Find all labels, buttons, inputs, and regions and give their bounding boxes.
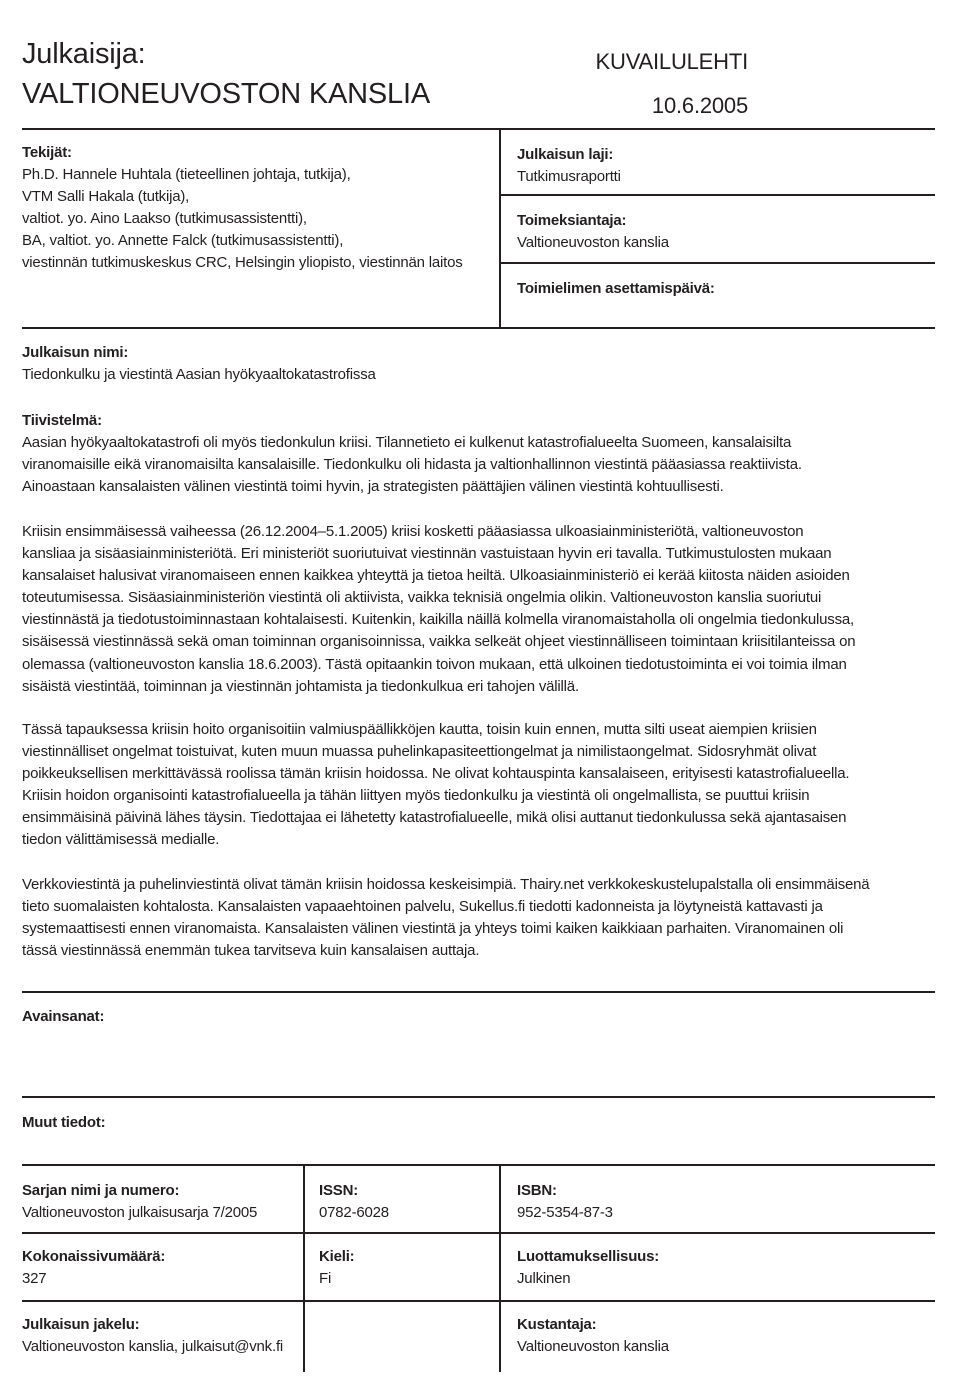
abstract-line: Kriisin hoidon organisointi katastrofialueella ja tähän liittyen myös tiedonkulku ja viestintä oli ongelmallista, se puuttui kriisin: [22, 787, 810, 805]
series-value: Valtioneuvoston julkaisusarja 7/2005: [22, 1204, 258, 1221]
publication-type-value: Tutkimusraportti: [517, 168, 621, 185]
abstract-line: viranomaisille eikä viranomaisilta kansalaisille. Tiedonkulku oli hidasta ja valtionhallinnon viestintä pääasiassa reaktiivista.: [22, 456, 802, 474]
appointment-date-label: Toimielimen asettamispäivä:: [517, 280, 715, 297]
abstract-line: poikkeuksellisen merkittävässä roolissa tämän kriisin hoidossa. Ne olivat kohtauspinta kansalaiseen, erityisesti katastrofialueella.: [22, 765, 850, 783]
divider-info-2: [499, 262, 935, 264]
abstract-line: ensimmäisinä päivinä lähes täysin. Tiedottajaa ei lähetetty katastrofialueelle, mikä olisi auttanut tiedonkulussa sekä ajantasaisen: [22, 809, 847, 827]
details-row-divider-1: [22, 1232, 935, 1234]
abstract-line: olemassa (valtioneuvoston kanslia 18.6.2003). Tästä opitaankin toivon mukaan, että ulkoinen tiedotustoiminta ei voi toimia ilman: [22, 655, 847, 673]
isbn-cell: [517, 1180, 613, 1224]
language-label: Kieli:: [319, 1248, 355, 1265]
distribution-cell: [22, 1314, 283, 1358]
abstract-line: sisäistä viestintää, toiminnan ja viestinnän johtamista ja tiedonkulkua eri tahojen välillä.: [22, 677, 579, 695]
abstract-line: Tässä tapauksessa kriisin hoito organisoitiin valmiuspäällikköjen kautta, toisin kuin ennen, mutta silti useat aiempien kriisien: [22, 721, 817, 738]
issn-cell: [319, 1180, 389, 1224]
divider-keywords: [22, 991, 935, 993]
publisher-cell: [517, 1314, 669, 1358]
abstract-line: kansalaiset halusivat viranomaiseen ennen kaikkea yhteyttä ja tietoa heiltä. Ulkoasiainministeriö ei kerää kiitosta näiden asioiden: [22, 567, 850, 585]
abstract-paragraph-3: [22, 719, 937, 852]
divider-top: [22, 128, 935, 130]
language-value: Fi: [319, 1270, 332, 1287]
abstract-paragraph-4: [22, 874, 937, 962]
title-block: [22, 342, 376, 386]
publisher-detail-label: Kustantaja:: [517, 1316, 597, 1333]
abstract-line: Ainoastaan kansalaisten välinen viestintä toimi hyvin, ja strategisten päättäjien välinen viestintä kohtuullisesti.: [22, 478, 724, 496]
language-cell: [319, 1246, 354, 1290]
author-line: BA, valtiot. yo. Annette Falck (tutkimusassistentti),: [22, 232, 344, 249]
abstract-line: Verkkoviestintä ja puhelinviestintä olivat tämän kriisin hoidossa keskeisimpiä. Thairy.net verkkokeskustelupalstalla oli ensimmäisenä: [22, 876, 870, 893]
commissioner-label: Toimeksiantaja:: [517, 212, 627, 229]
pages-label: Kokonaissivumäärä:: [22, 1248, 166, 1265]
abstract-line: toteutumisessa. Sisäasiainministeriön viestintä oli aktiivista, vaikka teknisiä ongelmia olikin. Valtioneuvoston kanslia suoriutui: [22, 589, 822, 607]
author-line: VTM Salli Hakala (tutkija),: [22, 188, 190, 205]
authors-label: Tekijät:: [22, 144, 72, 161]
abstract-line: kansliaa ja sisäasiainministeriötä. Eri ministeriöt suoriutuivat viestinnän vastuistaan hyvin eri tavalla. Tutkimustulosten mukaan: [22, 545, 832, 563]
abstract-line: viestinnästä ja tiedotustoiminnastaan kohtalaisesti. Kuitenkin, kaikilla näillä kolmella viranomaistaholla oli ongelmia tiedonkulussa,: [22, 611, 855, 629]
abstract-label: Tiivistelmä:: [22, 412, 102, 429]
details-row-divider-2: [22, 1300, 935, 1302]
publisher-label: Julkaisija:: [22, 38, 146, 70]
publisher-heading: [22, 34, 430, 114]
publication-type-label: Julkaisun laji:: [517, 146, 614, 163]
keywords-label: Avainsanat:: [22, 1008, 105, 1025]
abstract-line: systemaattisesti ennen viranomaista. Kansalaisten välinen viestintä ja yhteys toimi kaiken kaikkiaan parhaiten. Viranomainen oli: [22, 920, 844, 938]
issn-value: 0782-6028: [319, 1204, 389, 1221]
abstract-line: tässä viestinnässä enemmän tukea tarvitseva kuin kansalaisen auttaja.: [22, 942, 480, 960]
doc-type-block: [508, 40, 748, 128]
abstract-paragraph-1: [22, 432, 937, 498]
divider-info-1: [499, 194, 935, 196]
author-line: viestinnän tutkimuskeskus CRC, Helsingin yliopisto, viestinnän laitos: [22, 254, 463, 271]
issn-label: ISSN:: [319, 1182, 359, 1199]
abstract-line: viestinnälliset ongelmat toistuivat, kuten muun muassa puhelinkapasiteettiongelmat ja nimilistaongelmat. Sidosryhmät olivat: [22, 743, 817, 761]
confidentiality-value: Julkinen: [517, 1270, 571, 1287]
abstract-line: tieto suomalaisten kohtalosta. Kansalaisten vapaaehtoinen palvelu, Sukellus.fi tiedotti kadonneista ja löytyneistä kattavasti ja: [22, 898, 823, 916]
series-label: Sarjan nimi ja numero:: [22, 1182, 180, 1199]
confidentiality-cell: [517, 1246, 659, 1290]
abstract-paragraph-2: [22, 521, 937, 698]
title-label: Julkaisun nimi:: [22, 344, 129, 361]
divider-title: [22, 327, 935, 329]
series-cell: [22, 1180, 257, 1224]
title-value: Tiedonkulku ja viestintä Aasian hyökyaaltokatastrofissa: [22, 366, 376, 383]
other-info-label: Muut tiedot:: [22, 1114, 106, 1131]
abstract-line: Aasian hyökyaaltokatastrofi oli myös tiedonkulun kriisi. Tilannetieto ei kulkenut katastrofialueelta Suomeen, kansalaisilta: [22, 434, 792, 451]
doc-type: KUVAILULEHTI: [595, 49, 748, 74]
author-line: valtiot. yo. Aino Laakso (tutkimusassistentti),: [22, 210, 307, 227]
details-divider-2: [499, 1164, 501, 1372]
publication-type: [517, 144, 621, 188]
pages-value: 327: [22, 1270, 47, 1287]
publisher-detail-value: Valtioneuvoston kanslia: [517, 1338, 669, 1355]
pages-cell: [22, 1246, 165, 1290]
abstract-line: sisäisessä viestinnässä sekä oman toiminnan organisoinnissa, vaikka selkeät ohjeet viestinnälliseen toimintaan kriisitilanteissa on: [22, 633, 856, 651]
isbn-value: 952-5354-87-3: [517, 1204, 613, 1221]
divider-details: [22, 1164, 935, 1166]
distribution-value: Valtioneuvoston kanslia, julkaisut@vnk.fi: [22, 1338, 284, 1355]
details-divider-1: [303, 1164, 305, 1372]
divider-other: [22, 1096, 935, 1098]
commissioner-value: Valtioneuvoston kanslia: [517, 234, 669, 251]
commissioner: [517, 210, 669, 254]
abstract-line: Kriisin ensimmäisessä vaiheessa (26.12.2004–5.1.2005) kriisi kosketti pääasiassa ulkoasiainministeriötä, valtioneuvoston: [22, 523, 804, 540]
authors-block: [22, 142, 492, 274]
publisher-name: VALTIONEUVOSTON KANSLIA: [22, 78, 430, 110]
doc-date: 10.6.2005: [651, 93, 748, 118]
confidentiality-label: Luottamuksellisuus:: [517, 1248, 660, 1265]
author-line: Ph.D. Hannele Huhtala (tieteellinen johtaja, tutkija),: [22, 166, 351, 183]
abstract-line: tiedon välittämisessä medialle.: [22, 831, 220, 849]
isbn-label: ISBN:: [517, 1182, 557, 1199]
divider-vertical: [499, 128, 501, 328]
distribution-label: Julkaisun jakelu:: [22, 1316, 140, 1333]
